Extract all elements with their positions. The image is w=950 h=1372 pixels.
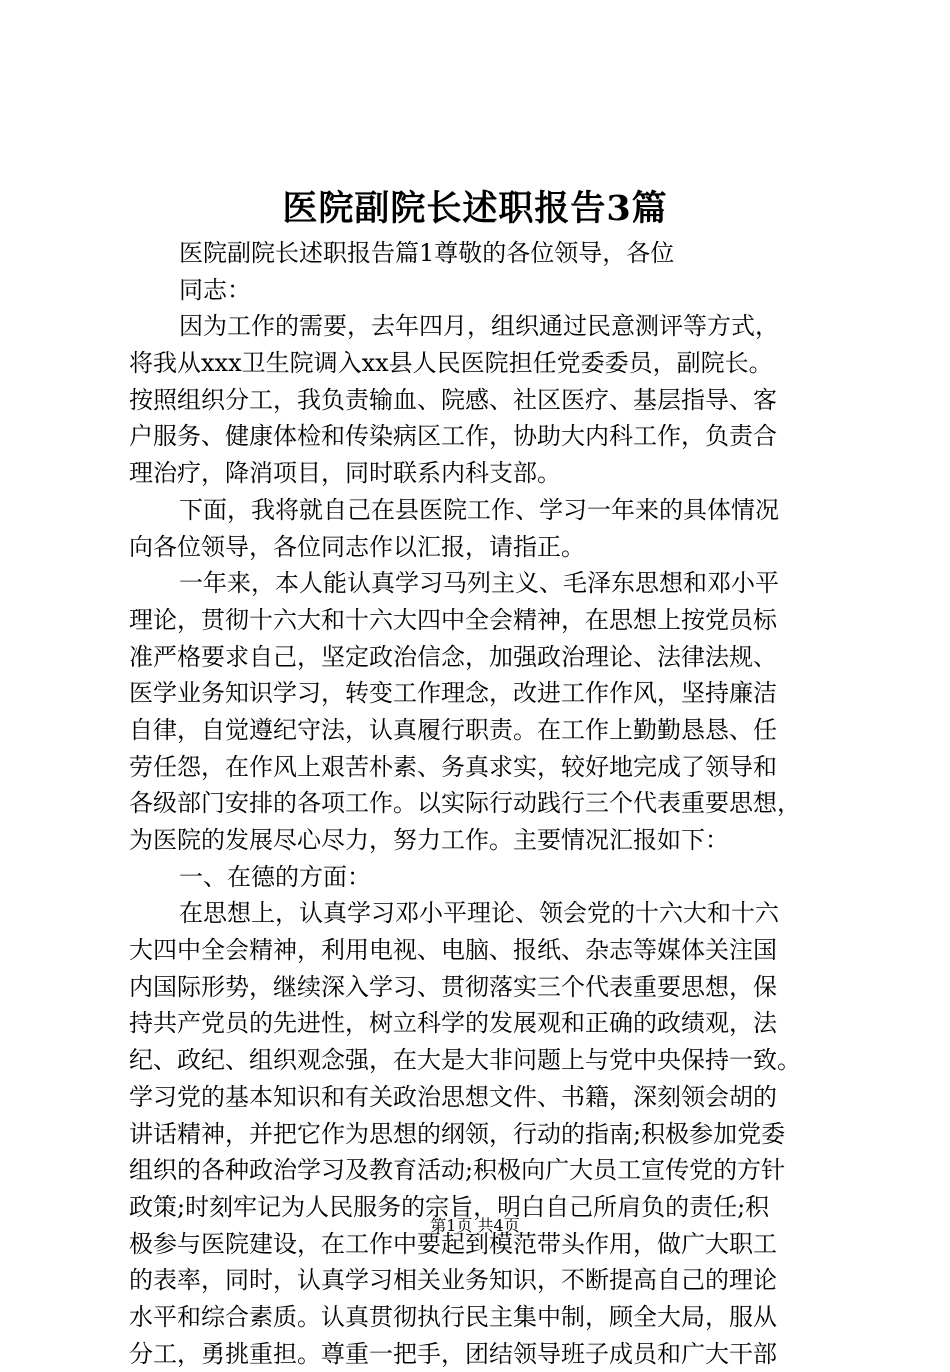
- paragraph-line: 各级部门安排的各项工作。以实际行动践行三个代表重要思想，: [129, 789, 801, 818]
- paragraph-line: 在思想上，认真学习邓小平理论、领会党的十六大和十六: [179, 899, 779, 928]
- paragraph-line: 医院副院长述职报告篇1尊敬的各位领导，各位: [179, 239, 675, 267]
- paragraph-line: 准严格要求自己，坚定政治信念，加强政治理论、法律法规、: [129, 642, 777, 671]
- paragraph-line: 分工，勇挑重担。尊重一把手，团结领导班子成员和广大干部: [129, 1339, 777, 1368]
- paragraph-line: 理治疗，降消项目，同时联系内科支部。: [129, 459, 561, 488]
- section-heading: 一、在德的方面：: [179, 862, 371, 891]
- document-body: [129, 235, 834, 1372]
- paragraph-line: 下面，我将就自己在县医院工作、学习一年来的具体情况: [179, 495, 779, 524]
- paragraph-line: 理论，贯彻十六大和十六大四中全会精神，在思想上按党员标: [129, 605, 777, 634]
- paragraph-line: 劳任怨，在作风上艰苦朴素、务真求实，较好地完成了领导和: [129, 752, 777, 781]
- paragraph-line: 将我从xxx卫生院调入xx县人民医院担任党委委员，副院长。: [129, 349, 773, 378]
- paragraph-line: 极参与医院建设，在工作中要起到模范带头作用，做广大职工: [129, 1229, 777, 1258]
- paragraph-line: 按照组织分工，我负责输血、院感、社区医疗、基层指导、客: [129, 385, 777, 414]
- paragraph-line: 内国际形势，继续深入学习、贯彻落实三个代表重要思想，保: [129, 972, 777, 1001]
- paragraph-line: 持共产党员的先进性，树立科学的发展观和正确的政绩观，法: [129, 1009, 777, 1038]
- paragraph-line: 大四中全会精神，利用电视、电脑、报纸、杂志等媒体关注国: [129, 936, 777, 965]
- paragraph-line: 向各位领导，各位同志作以汇报，请指正。: [129, 532, 585, 561]
- paragraph-line: 医学业务知识学习，转变工作理念，改进工作作风，坚持廉洁: [129, 679, 777, 708]
- paragraph-line: 纪、政纪、组织观念强，在大是大非问题上与党中央保持一致。: [129, 1046, 801, 1075]
- paragraph-line: 为医院的发展尽心尽力，努力工作。主要情况汇报如下：: [129, 826, 729, 854]
- paragraph-line: 因为工作的需要，去年四月，组织通过民意测评等方式，: [179, 312, 779, 341]
- paragraph-line: 学习党的基本知识和有关政治思想文件、书籍，深刻领会胡的: [129, 1082, 777, 1111]
- paragraph-line: 一年来，本人能认真学习马列主义、毛泽东思想和邓小平: [179, 569, 779, 598]
- paragraph-line: 政策;时刻牢记为人民服务的宗旨，明白自己所肩负的责任;积: [129, 1192, 770, 1221]
- paragraph-line: 水平和综合素质。认真贯彻执行民主集中制，顾全大局，服从: [129, 1302, 777, 1331]
- paragraph-line: 同志：: [179, 275, 251, 304]
- paragraph-line: 组织的各种政治学习及教育活动;积极向广大员工宣传党的方针: [129, 1156, 786, 1185]
- document-title: 医院副院长述职报告3篇: [282, 188, 668, 229]
- paragraph-line: 自律，自觉遵纪守法，认真履行职责。在工作上勤勤恳恳、任: [129, 715, 777, 744]
- paragraph-line: 讲话精神，并把它作为思想的纲领，行动的指南;积极参加党委: [129, 1119, 786, 1148]
- paragraph-line: 户服务、健康体检和传染病区工作，协助大内科工作，负责合: [129, 422, 777, 451]
- paragraph-line: 的表率，同时，认真学习相关业务知识，不断提高自己的理论: [129, 1266, 777, 1295]
- page-number-footer: 第1页 共4页: [430, 1216, 520, 1235]
